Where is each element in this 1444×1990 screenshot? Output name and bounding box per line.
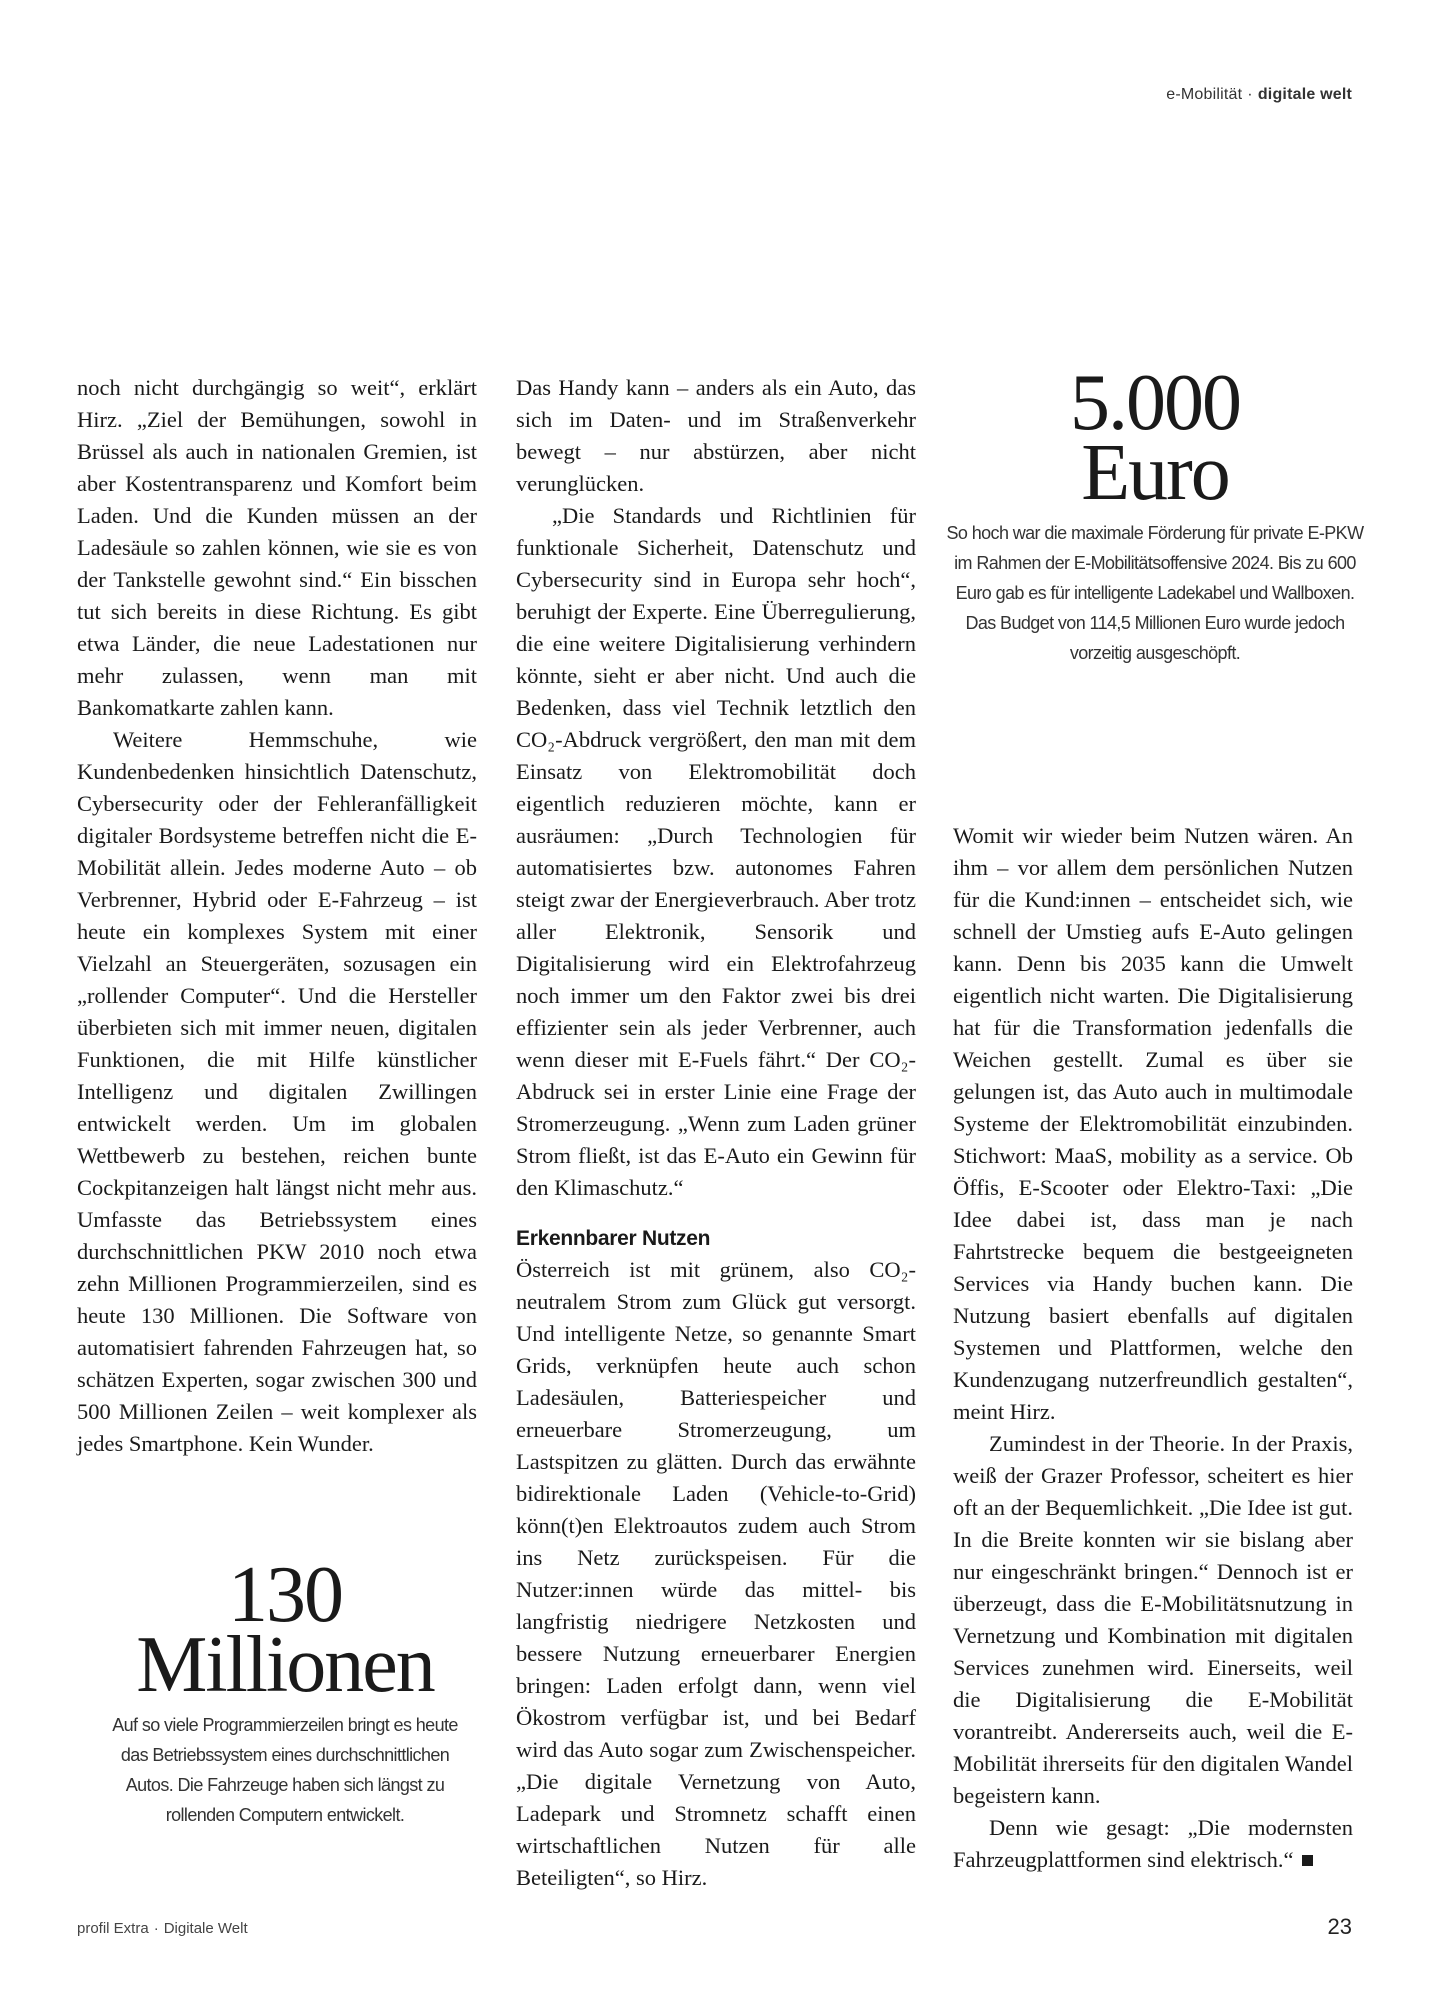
body-paragraph: Zumindest in der Theorie. In der Praxis, weiß der Grazer Professor, scheitert es hier oft an der Bequemlichkeit. „Die Idee ist gut. In die Breite konnten wir sie bislang aber nur eingeschränkt bringen.“ Dennoch ist er überzeugt, dass die E-Mobilitätsnutzung in Vernetzung und Kombination mit digitalen Services zunehmen wird. Einerseits, weil die Digitalisierung die E-Mobilität vorantreibt. Andererseits auch, weil die E-Mobilität ihrerseits für den digitalen Wandel begeistern kann. (953, 1431, 1353, 1808)
end-mark-icon (1302, 1855, 1313, 1866)
body-paragraph: noch nicht durchgängig so weit“, erklärt Hirz. „Ziel der Bemühungen, sowohl in Brüssel als auch in nationalen Gremien, ist aber Kostentransparenz und Komfort beim Laden. Und die Kunden müssen an der Ladesäule so zahlen können, wie sie es von der Tankstelle gewohnt sind.“ Ein bisschen tut sich bereits in diese Richtung. Es gibt etwa Länder, die neue Ladestationen nur mehr zulassen, wenn man mit Bankomatkarte zahlen kann. (77, 375, 477, 720)
running-head-separator: · (1247, 86, 1253, 103)
footer-separator: · (153, 1920, 159, 1937)
body-paragraph: Österreich ist mit grünem, also CO₂-neutralem Strom zum Glück gut versorgt. Und intelligente Netze, so genannte Smart Grids, verknüpfen heute auch schon Ladesäulen, Batteriespeicher und erneuerbare Stromerzeugung, um Lastspitzen zu glätten. Durch das erwähnte bidirektionale Laden (Vehicle-to-Grid) könn(t)en Elektroautos zudem auch Strom ins Netz zurückspeisen. Für die Nutzer:innen würde das mittel- bis langfristig niedrigere Netzkosten und bessere Nutzung erneuerbarer Energien bringen: Laden erfolgt dann, wenn viel Ökostrom verfügbar ist, und bei Bedarf wird das Auto sogar zum Zwischenspeicher. „Die digitale Vernetzung von Auto, Ladepark und Stromnetz schafft einen wirtschaftlichen Nutzen für alle Beteiligten“, so Hirz. (516, 1257, 916, 1890)
article-column-3 (953, 820, 1353, 1876)
running-head-section: e-Mobilität (1166, 86, 1243, 103)
footer-publication (77, 1920, 248, 1937)
factbox-euro-number: 5.000 (1070, 359, 1240, 447)
factbox-millionen-unit: Millionen (136, 1621, 434, 1709)
factbox-millionen-caption: Auf so viele Programmierzeilen bringt es heute das Betriebssystem eines durchschnittlichen Autos. Die Fahrzeuge haben sich längst zu rollenden Computern entwickelt. (112, 1715, 458, 1825)
running-head-rubric: digitale welt (1257, 86, 1352, 103)
subheading: Erkennbarer Nutzen (516, 1227, 711, 1250)
factbox-euro (940, 359, 1370, 668)
factbox-euro-caption: So hoch war die maximale Förderung für private E-PKW im Rahmen der E-Mobilitätsoffensive 2024. Bis zu 600 Euro gab es für intelligente Ladekabel und Wallboxen. Das Budget von 114,5 Millionen Euro wurde jedoch vorzeitig ausgeschöpft. (946, 523, 1364, 663)
article-column-1 (77, 372, 477, 1460)
factbox-millionen-number: 130 (228, 1551, 342, 1639)
final-sentence: Denn wie gesagt: „Die modernsten Fahrzeugplattformen sind elektrisch.“ (953, 1815, 1353, 1872)
page-number: 23 (1327, 1914, 1352, 1939)
body-paragraph: Weitere Hemmschuhe, wie Kundenbedenken hinsichtlich Datenschutz, Cybersecurity oder der Fehleranfälligkeit digitaler Bordsysteme betreffen nicht die E-Mobilität allein. Jedes moderne Auto – ob Verbrenner, Hybrid oder E-Fahrzeug – ist heute ein komplexes System mit einer Vielzahl an Steuergeräten, sozusagen ein „rollender Computer“. Und die Hersteller überbieten sich mit immer neuen, digitalen Funktionen, die mit Hilfe künstlicher Intelligenz und digitalen Zwillingen entwickelt werden. Um im globalen Wettbewerb zu bestehen, reichen bunte Cockpitanzeigen halt längst nicht mehr aus. Umfasste das Betriebssystem eines durchschnittlichen PKW 2010 noch etwa zehn Millionen Programmierzeilen, sind es heute 130 Millionen. Die Software von automatisiert fahrenden Fahrzeugen hat, so schätzen Experten, sogar zwischen 300 und 500 Millionen Zeilen – weit komplexer als jedes Smartphone. Kein Wunder. (77, 727, 477, 1456)
body-paragraph-final (953, 1812, 1353, 1876)
factbox-millionen (100, 1551, 470, 1830)
article-column-2 (516, 372, 916, 1894)
footer-issue: Digitale Welt (163, 1920, 248, 1937)
factbox-euro-unit: Euro (1081, 429, 1229, 517)
footer-magazine: profil Extra (77, 1920, 149, 1937)
body-paragraph: „Die Standards und Richtlinien für funktionale Sicherheit, Datenschutz und Cybersecurity sind in Europa sehr hoch“, beruhigt der Experte. Eine Überregulierung, die eine weitere Digitalisierung verhindern könnte, sieht er aber nicht. Und auch die Bedenken, dass viel Technik letztlich den CO₂-Abdruck vergrößert, den man mit dem Einsatz von Elektromobilität doch eigentlich reduzieren möchte, kann er ausräumen: „Durch Technologien für automatisiertes bzw. autonomes Fahren steigt zwar der Energieverbrauch. Aber trotz aller Elektronik, Sensorik und Digitalisierung wird ein Elektrofahrzeug noch immer um den Faktor zwei bis drei effizienter sein als jeder Verbrenner, auch wenn dieser mit E-Fuels fährt.“ Der CO₂-Abdruck sei in erster Linie eine Frage der Stromerzeugung. „Wenn zum Laden grüner Strom fließt, ist das E-Auto ein Gewinn für den Klimaschutz.“ (516, 503, 916, 1200)
body-paragraph: Womit wir wieder beim Nutzen wären. An ihm – vor allem dem persönlichen Nutzen für die Kund:innen – entscheidet sich, wie schnell der Umstieg aufs E-Auto gelingen kann. Denn bis 2035 kann die Umwelt eigentlich nicht warten. Die Digitalisierung hat für die Transformation jedenfalls die Weichen gestellt. Zumal es über sie gelungen ist, das Auto auch in multimodale Systeme der Elektromobilität einzubinden. Stichwort: MaaS, mobility as a service. Ob Öffis, E-Scooter oder Elektro-Taxi: „Die Idee dabei ist, dass man je nach Fahrtstrecke bequem die bestgeeigneten Services via Handy buchen kann. Die Nutzung basiert ebenfalls auf digitalen Systemen und Plattformen, welche den Kundenzugang nutzerfreundlich gestalten“, meint Hirz. (953, 823, 1353, 1424)
body-paragraph: Das Handy kann – anders als ein Auto, das sich im Daten- und im Straßenverkehr bewegt – nur abstürzen, aber nicht verunglücken. (516, 375, 916, 496)
running-head (1166, 86, 1352, 104)
